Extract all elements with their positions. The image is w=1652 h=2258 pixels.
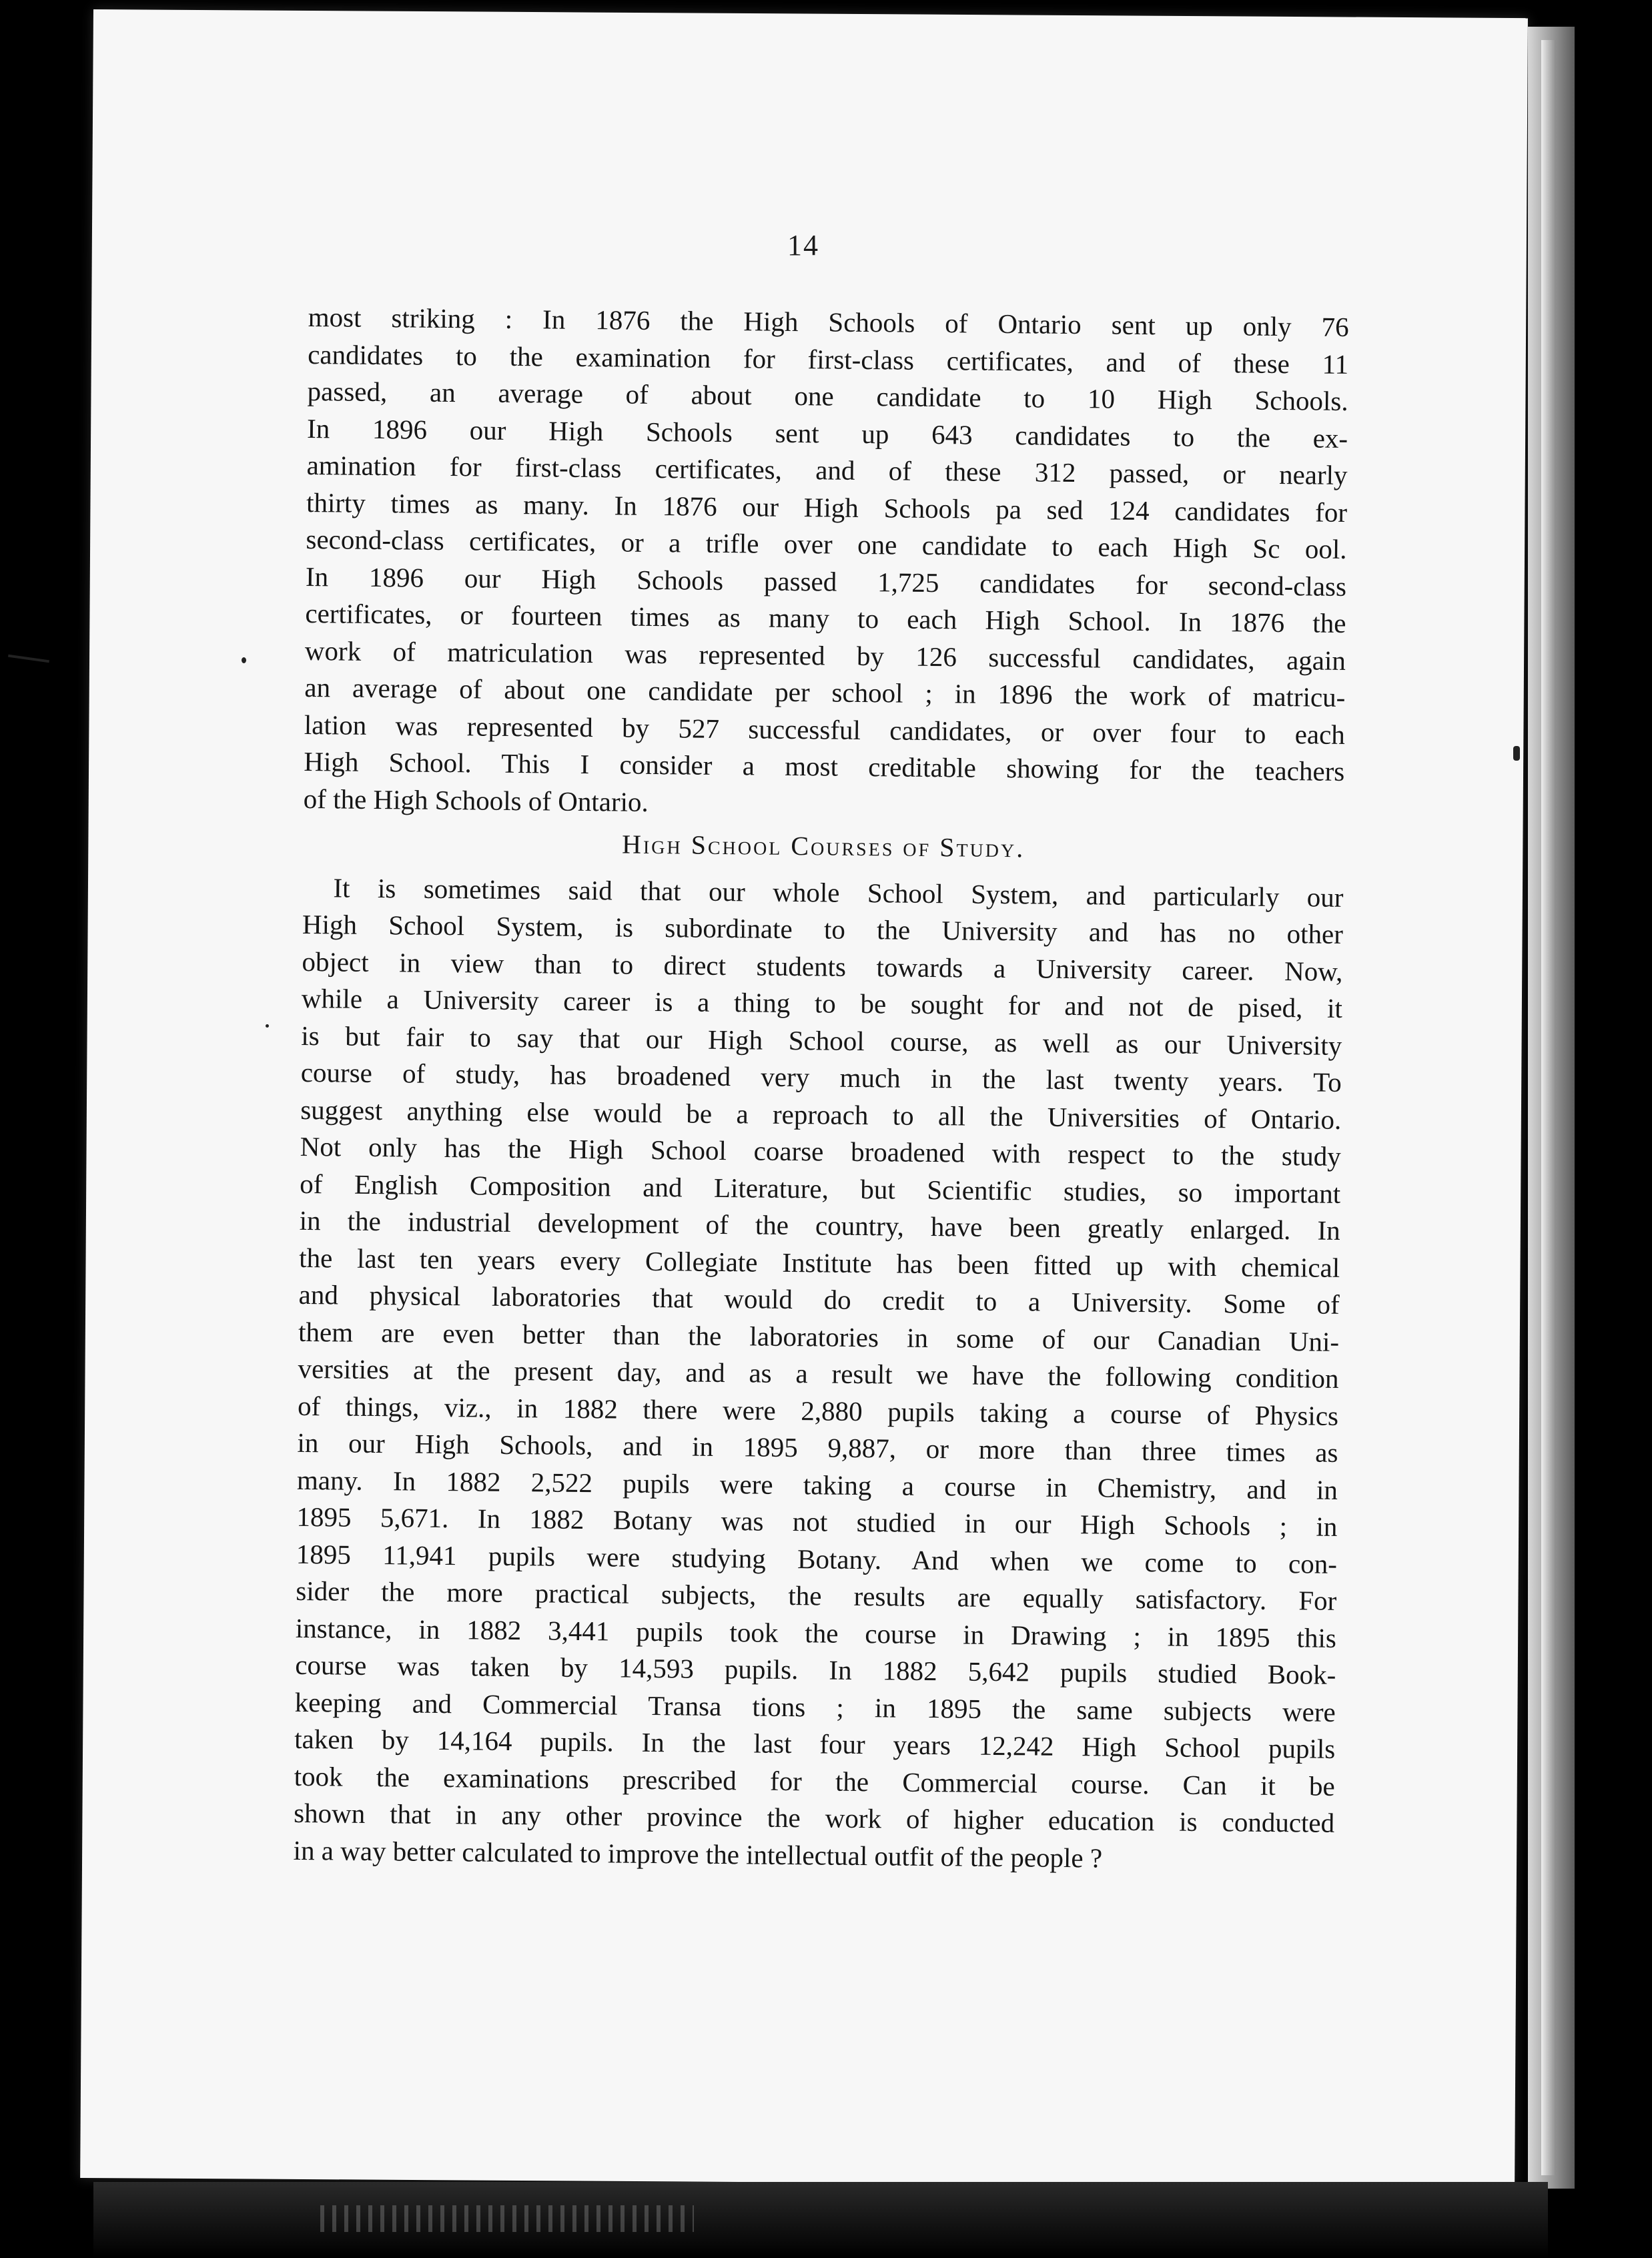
text-line: work of matriculation was represented by 126 successful candidates, again [304,635,1346,676]
text-line: is but fair to say that our High School course, as well as our University [301,1020,1342,1061]
text-line: High School. This I consider a most creditable showing for the teachers [304,745,1345,787]
text-line: passed, an average of about one candidate to 10 High Schools. [307,375,1348,416]
text-line: the last ten years every Collegiate Institute has been fitted up with chemical [298,1242,1340,1283]
text-line: of English Composition and Literature, but Scientific studies, so important [300,1168,1341,1209]
text-line: keeping and Commercial Transa tions ; in 1895 the same subjects were [294,1686,1336,1728]
text-line: of the High Schools of Ontario. [303,783,649,817]
text-line: versities at the present day, and as a result we have the following condition [298,1353,1339,1394]
text-line: in a way better calculated to improve the intellectual outfit of the people ? [293,1834,1103,1874]
bottom-scan-border [93,2182,1548,2258]
right-margin-mark [1513,746,1520,761]
page-edge-highlight [1541,40,1556,2175]
text-line: shown that in any other province the work of higher education is conducted [293,1797,1335,1838]
left-margin-mark [8,655,49,663]
text-line: while a University career is a thing to be sought for and not de pised, it [301,982,1343,1024]
left-margin-dot [242,657,246,663]
text-line: and physical laboratories that would do credit to a University. Some of [298,1278,1340,1320]
left-margin-dot-2 [266,1024,269,1028]
text-line: of things, viz., in 1882 there were 2,880 pupils taking a course of Physics [297,1390,1339,1431]
text-line: amination for first-class certificates, and of these 312 passed, or nearly [306,449,1348,490]
text-line: High School System, is subordinate to the University and has no other [302,908,1344,950]
text-line: thirty times as many. In 1876 our High Schools pa sed 124 candidates for [306,486,1348,528]
text-line: candidates to the examination for first-class certificates, and of these 11 [307,338,1349,380]
text-line: in the industrial development of the country, have been greatly enlarged. In [299,1204,1340,1246]
text-line: Not only has the High School coarse broadened with respect to the study [300,1130,1341,1172]
paragraph-1 [304,299,1349,827]
text-line: sider the more practical subjects, the results are equally satisfactory. For [296,1575,1337,1616]
text-line: many. In 1882 2,522 pupils were taking a course in Chemistry, and in [296,1464,1338,1505]
text-line: them are even better than the laboratories in some of our Canadian Uni- [298,1316,1340,1357]
text-line: In 1896 our High Schools passed 1,725 candidates for second-class [305,560,1347,602]
text-line: second-class certificates, or a trifle over one candidate to each High Sc ool. [306,523,1347,564]
text-line: instance, in 1882 3,441 pupils took the course in Drawing ; in 1895 this [295,1612,1337,1653]
text-line: took the examinations prescribed for the Commercial course. Can it be [294,1760,1335,1802]
text-line: course was taken by 14,593 pupils. In 1882 5,642 pupils studied Book- [295,1649,1336,1690]
text-line: suggest anything else would be a reproach to all the Universities of Ontario. [300,1094,1342,1135]
text-line: course of study, has broadened very much in the last twenty years. To [300,1056,1342,1098]
text-line: object in view than to direct students towards a University career. Now, [302,946,1343,987]
text-line: in our High Schools, and in 1895 9,887, or more than three times as [297,1427,1338,1468]
page-number: 14 [787,229,819,262]
text-line: most striking : In 1876 the High Schools of Ontario sent up only 76 [308,301,1349,342]
text-line: 1895 5,671. In 1882 Botany was not studied in our High Schools ; in [296,1501,1338,1542]
text-line: lation was represented by 527 successful candidates, or over four to each [304,709,1346,750]
body-text [293,299,1349,1879]
text-line: taken by 14,164 pupils. In the last four years 12,242 High School pupils [294,1723,1336,1764]
text-line: an average of about one candidate per school ; in 1896 the work of matricu- [304,671,1346,713]
paragraph-2 [293,869,1343,1878]
text-line: In 1896 our High Schools sent up 643 candidates to the ex- [306,412,1348,454]
text-line: certificates, or fourteen times as many to each High School. In 1876 the [305,597,1346,639]
bottom-bleed-through [320,2205,694,2232]
text-line: It is sometimes said that our whole School System, and particularly our [333,871,1344,913]
text-line: 1895 11,941 pupils were studying Botany. And when we come to con- [296,1538,1338,1579]
section-heading: High School Courses of Study. [621,829,1025,863]
